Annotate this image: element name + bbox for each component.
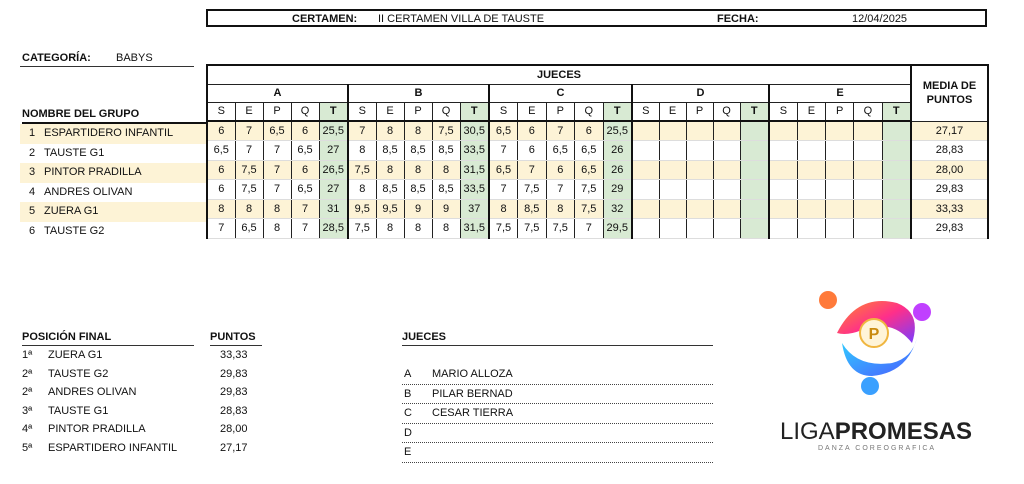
score-cell <box>882 160 911 180</box>
subcol-e-e: E <box>797 102 825 121</box>
score-cell <box>826 180 854 200</box>
subcol-a-s: S <box>207 102 235 121</box>
final-position: 1ª <box>22 349 33 361</box>
score-cell: 25,5 <box>603 121 632 141</box>
final-row <box>22 365 272 384</box>
judge-letter: A <box>404 368 412 380</box>
logo-wordmark <box>780 418 972 446</box>
final-position: 4ª <box>22 423 33 435</box>
score-cell: 6,5 <box>575 160 604 180</box>
score-cell: 7,5 <box>518 180 547 200</box>
score-cell: 29 <box>603 180 632 200</box>
certamen-value: II CERTAMEN VILLA DE TAUSTE <box>378 13 545 25</box>
score-cell: 31,5 <box>460 219 489 239</box>
score-cell <box>740 180 769 200</box>
table-row <box>207 199 988 219</box>
score-cell <box>769 121 797 141</box>
score-cell: 6 <box>518 121 547 141</box>
score-cell <box>659 199 686 219</box>
score-cell: 7 <box>235 141 263 161</box>
judge-row <box>402 385 713 405</box>
score-cell: 7,5 <box>575 180 604 200</box>
final-group-name: ZUERA G1 <box>48 349 103 361</box>
score-cell <box>659 121 686 141</box>
points-header: PUNTOS <box>210 331 262 346</box>
score-cell: 9,5 <box>348 199 376 219</box>
certamen-label: CERTAMEN: <box>292 13 358 25</box>
score-cell <box>882 121 911 141</box>
score-cell <box>854 121 882 141</box>
score-cell <box>713 160 740 180</box>
score-cell: 27 <box>319 141 348 161</box>
final-group-name: ANDRES OLIVAN <box>48 386 137 398</box>
score-cell: 7 <box>489 141 518 161</box>
score-cell: 33,5 <box>460 141 489 161</box>
score-cell: 7 <box>207 219 235 239</box>
score-cell: 6,5 <box>546 141 575 161</box>
average-cell: 33,33 <box>911 199 988 219</box>
row-number: 5 <box>28 205 36 217</box>
final-group-name: TAUSTE G2 <box>48 367 109 380</box>
score-cell <box>740 199 769 219</box>
score-cell: 7,5 <box>546 219 575 239</box>
score-cell <box>713 180 740 200</box>
score-cell: 8 <box>404 219 432 239</box>
score-cell <box>826 219 854 239</box>
score-cell: 8,5 <box>432 141 460 161</box>
score-cell: 7 <box>348 121 376 141</box>
score-cell <box>854 199 882 219</box>
subcol-d-q: Q <box>713 102 740 121</box>
final-row <box>22 383 272 402</box>
score-cell <box>797 160 825 180</box>
score-cell <box>882 141 911 161</box>
score-cell <box>632 180 659 200</box>
score-cell: 7 <box>518 160 547 180</box>
score-cell: 7 <box>575 219 604 239</box>
score-cell: 8,5 <box>376 141 404 161</box>
results-table <box>206 64 989 239</box>
score-cell <box>713 219 740 239</box>
subcol-e-q: Q <box>854 102 882 121</box>
group-name-header: NOMBRE DEL GRUPO <box>22 108 206 124</box>
score-cell <box>686 121 713 141</box>
score-cell <box>632 141 659 161</box>
subcol-a-q: Q <box>291 102 319 121</box>
score-cell <box>740 141 769 161</box>
final-points: 33,33 <box>220 349 248 361</box>
category-row <box>20 52 194 67</box>
subcol-a-t: T <box>319 102 348 121</box>
judge-col-b: B <box>348 84 489 102</box>
score-cell <box>826 121 854 141</box>
score-cell: 7,5 <box>489 219 518 239</box>
header-box <box>206 9 987 27</box>
subcol-b-s: S <box>348 102 376 121</box>
score-cell: 9,5 <box>376 199 404 219</box>
judge-col-a: A <box>207 84 348 102</box>
score-cell <box>632 121 659 141</box>
judge-name: MARIO ALLOZA <box>432 368 513 380</box>
row-number: 6 <box>28 224 36 237</box>
score-cell: 25,5 <box>319 121 348 141</box>
score-cell: 6 <box>207 121 235 141</box>
judge-col-c: C <box>489 84 632 102</box>
score-cell: 7 <box>291 199 319 219</box>
average-cell: 29,83 <box>911 219 988 239</box>
fecha-label: FECHA: <box>717 13 759 25</box>
score-cell <box>686 160 713 180</box>
score-cell <box>632 219 659 239</box>
subcol-b-p: P <box>404 102 432 121</box>
final-row <box>22 402 272 421</box>
score-cell <box>659 141 686 161</box>
subcol-d-p: P <box>686 102 713 121</box>
score-cell <box>740 121 769 141</box>
final-points: 28,83 <box>220 404 248 417</box>
final-group-name: PINTOR PRADILLA <box>48 423 146 435</box>
subcol-d-s: S <box>632 102 659 121</box>
final-position: 3ª <box>22 404 33 417</box>
subcol-a-p: P <box>263 102 291 121</box>
score-cell: 6 <box>575 121 604 141</box>
score-cell: 8 <box>404 121 432 141</box>
logo-text-light: LIGA <box>780 418 835 445</box>
judge-col-e: E <box>769 84 911 102</box>
score-cell: 37 <box>460 199 489 219</box>
group-names <box>20 124 206 241</box>
score-cell: 7 <box>263 141 291 161</box>
final-points: 29,83 <box>220 386 248 398</box>
score-cell <box>713 199 740 219</box>
judge-row <box>402 443 713 463</box>
score-cell: 8 <box>404 160 432 180</box>
score-cell <box>826 141 854 161</box>
judge-row <box>402 424 713 444</box>
score-cell <box>797 219 825 239</box>
judges-list <box>402 365 713 463</box>
score-cell: 6,5 <box>235 219 263 239</box>
judge-letter: C <box>404 407 412 419</box>
average-cell: 28,83 <box>911 141 988 161</box>
score-cell <box>826 199 854 219</box>
final-position: 2ª <box>22 367 33 380</box>
score-cell: 9 <box>432 199 460 219</box>
group-name-row <box>20 163 206 183</box>
score-cell: 8 <box>432 219 460 239</box>
score-cell <box>632 199 659 219</box>
score-cell: 6 <box>291 160 319 180</box>
table-row <box>207 160 988 180</box>
final-position: 5ª <box>22 441 33 454</box>
score-cell <box>769 199 797 219</box>
category-value: BABYS <box>116 52 153 64</box>
score-cell: 7,5 <box>348 160 376 180</box>
score-cell <box>797 180 825 200</box>
group-name-row <box>20 202 206 222</box>
score-cell <box>797 121 825 141</box>
score-cell <box>659 180 686 200</box>
score-cell: 6,5 <box>207 141 235 161</box>
score-cell: 9 <box>404 199 432 219</box>
final-points: 28,00 <box>220 423 248 435</box>
score-cell: 7,5 <box>518 219 547 239</box>
average-cell: 29,83 <box>911 180 988 200</box>
score-cell: 8 <box>348 141 376 161</box>
score-cell: 6 <box>291 121 319 141</box>
judge-letter: E <box>404 446 412 458</box>
score-cell <box>632 160 659 180</box>
fecha-value: 12/04/2025 <box>852 13 908 25</box>
judge-col-d: D <box>632 84 769 102</box>
judge-letter: D <box>404 426 412 439</box>
final-position-header: POSICIÓN FINAL <box>22 331 194 346</box>
score-cell: 33,5 <box>460 180 489 200</box>
final-position: 2ª <box>22 386 33 398</box>
score-cell <box>659 160 686 180</box>
final-points: 29,83 <box>220 367 248 380</box>
score-cell: 8 <box>432 160 460 180</box>
score-cell: 8 <box>546 199 575 219</box>
score-cell: 27 <box>319 180 348 200</box>
group-name-row <box>20 222 206 242</box>
score-cell <box>659 219 686 239</box>
score-cell: 28,5 <box>319 219 348 239</box>
score-cell: 7,5 <box>348 219 376 239</box>
score-cell: 8 <box>489 199 518 219</box>
judge-row <box>402 404 713 424</box>
score-cell: 30,5 <box>460 121 489 141</box>
score-cell <box>686 219 713 239</box>
judge-name: CESAR TIERRA <box>432 407 514 419</box>
final-group-name: TAUSTE G1 <box>48 404 109 417</box>
final-row <box>22 420 272 439</box>
score-cell <box>686 141 713 161</box>
score-cell: 8,5 <box>376 180 404 200</box>
score-cell: 8,5 <box>404 180 432 200</box>
final-group-name: ESPARTIDERO INFANTIL <box>48 441 178 454</box>
score-cell: 6 <box>207 180 235 200</box>
subcol-d-t: T <box>740 102 769 121</box>
logo-text-bold: PROMESAS <box>834 418 973 445</box>
score-cell: 8,5 <box>432 180 460 200</box>
score-cell: 8 <box>263 219 291 239</box>
row-number: 2 <box>28 146 36 159</box>
final-points: 27,17 <box>220 441 248 454</box>
row-number: 3 <box>28 166 36 178</box>
logo-graphic <box>812 288 942 398</box>
score-cell: 7 <box>235 121 263 141</box>
score-cell: 8 <box>235 199 263 219</box>
score-cell: 7 <box>546 180 575 200</box>
score-cell: 8,5 <box>518 199 547 219</box>
group-name: TAUSTE G2 <box>44 224 105 237</box>
subcol-a-e: E <box>235 102 263 121</box>
average-header: MEDIA DE PUNTOS <box>911 65 988 121</box>
subcol-b-e: E <box>376 102 404 121</box>
judge-row <box>402 365 713 385</box>
score-cell: 26 <box>603 141 632 161</box>
score-cell <box>686 180 713 200</box>
score-cell <box>769 180 797 200</box>
subcol-b-q: Q <box>432 102 460 121</box>
score-cell <box>854 180 882 200</box>
score-cell: 6 <box>518 141 547 161</box>
row-number: 1 <box>28 127 36 139</box>
subcol-c-e: E <box>518 102 547 121</box>
subcol-c-p: P <box>546 102 575 121</box>
group-name-row <box>20 124 206 144</box>
score-cell: 26 <box>603 160 632 180</box>
score-cell: 7,5 <box>235 160 263 180</box>
score-cell: 31,5 <box>460 160 489 180</box>
group-name: PINTOR PRADILLA <box>44 166 142 178</box>
subcol-b-t: T <box>460 102 489 121</box>
average-cell: 27,17 <box>911 121 988 141</box>
score-cell: 7,5 <box>575 199 604 219</box>
score-cell <box>854 219 882 239</box>
score-cell: 6,5 <box>489 121 518 141</box>
score-cell <box>740 160 769 180</box>
subcol-e-p: P <box>826 102 854 121</box>
score-cell: 8,5 <box>404 141 432 161</box>
judges-list-header: JUECES <box>402 331 713 346</box>
row-number: 4 <box>28 185 36 198</box>
group-name: ANDRES OLIVAN <box>44 185 133 198</box>
score-cell: 6 <box>207 160 235 180</box>
score-cell: 26,5 <box>319 160 348 180</box>
score-cell: 7 <box>263 180 291 200</box>
table-row <box>207 121 988 141</box>
score-cell: 6,5 <box>291 180 319 200</box>
table-row <box>207 141 988 161</box>
group-name: ZUERA G1 <box>44 205 99 217</box>
final-list <box>22 346 272 457</box>
score-cell: 7,5 <box>432 121 460 141</box>
subcol-e-t: T <box>882 102 911 121</box>
table-row <box>207 219 988 239</box>
score-cell <box>797 141 825 161</box>
liga-promesas-logo <box>812 288 942 398</box>
score-cell <box>854 160 882 180</box>
score-cell <box>713 141 740 161</box>
average-cell: 28,00 <box>911 160 988 180</box>
subcol-c-t: T <box>603 102 632 121</box>
score-cell: 7,5 <box>235 180 263 200</box>
score-cell <box>882 219 911 239</box>
score-cell <box>713 121 740 141</box>
score-cell: 6,5 <box>575 141 604 161</box>
final-row <box>22 439 272 458</box>
subcol-d-e: E <box>659 102 686 121</box>
group-name-row <box>20 183 206 203</box>
score-cell <box>854 141 882 161</box>
judges-header: JUECES <box>207 65 911 84</box>
score-cell <box>882 199 911 219</box>
score-cell <box>740 219 769 239</box>
group-name: TAUSTE G1 <box>44 146 105 159</box>
score-cell <box>686 199 713 219</box>
score-cell: 31 <box>319 199 348 219</box>
score-cell: 8 <box>376 160 404 180</box>
category-label: CATEGORÍA: <box>22 52 91 64</box>
score-cell: 6,5 <box>291 141 319 161</box>
subcol-c-s: S <box>489 102 518 121</box>
score-cell: 29,5 <box>603 219 632 239</box>
score-cell: 6,5 <box>263 121 291 141</box>
logo-subtitle: DANZA COREOGRAFICA <box>818 445 937 452</box>
judge-name: PILAR BERNAD <box>432 387 513 400</box>
table-row <box>207 180 988 200</box>
score-cell <box>769 141 797 161</box>
judge-letter: B <box>404 387 412 400</box>
final-row <box>22 346 272 365</box>
score-cell: 6 <box>546 160 575 180</box>
score-cell: 8 <box>376 219 404 239</box>
score-cell: 8 <box>263 199 291 219</box>
logo-monogram: P <box>868 326 880 343</box>
score-cell <box>797 199 825 219</box>
score-cell: 32 <box>603 199 632 219</box>
score-cell: 8 <box>376 121 404 141</box>
score-cell: 8 <box>207 199 235 219</box>
subcol-c-q: Q <box>575 102 604 121</box>
score-cell <box>769 219 797 239</box>
subcol-e-s: S <box>769 102 797 121</box>
score-cell: 7 <box>546 121 575 141</box>
group-name-row <box>20 144 206 164</box>
score-cell <box>769 160 797 180</box>
score-cell: 7 <box>489 180 518 200</box>
score-cell <box>882 180 911 200</box>
score-cell: 8 <box>348 180 376 200</box>
score-cell <box>826 160 854 180</box>
score-cell: 6,5 <box>489 160 518 180</box>
group-name: ESPARTIDERO INFANTIL <box>44 127 174 139</box>
score-cell: 7 <box>263 160 291 180</box>
score-cell: 7 <box>291 219 319 239</box>
